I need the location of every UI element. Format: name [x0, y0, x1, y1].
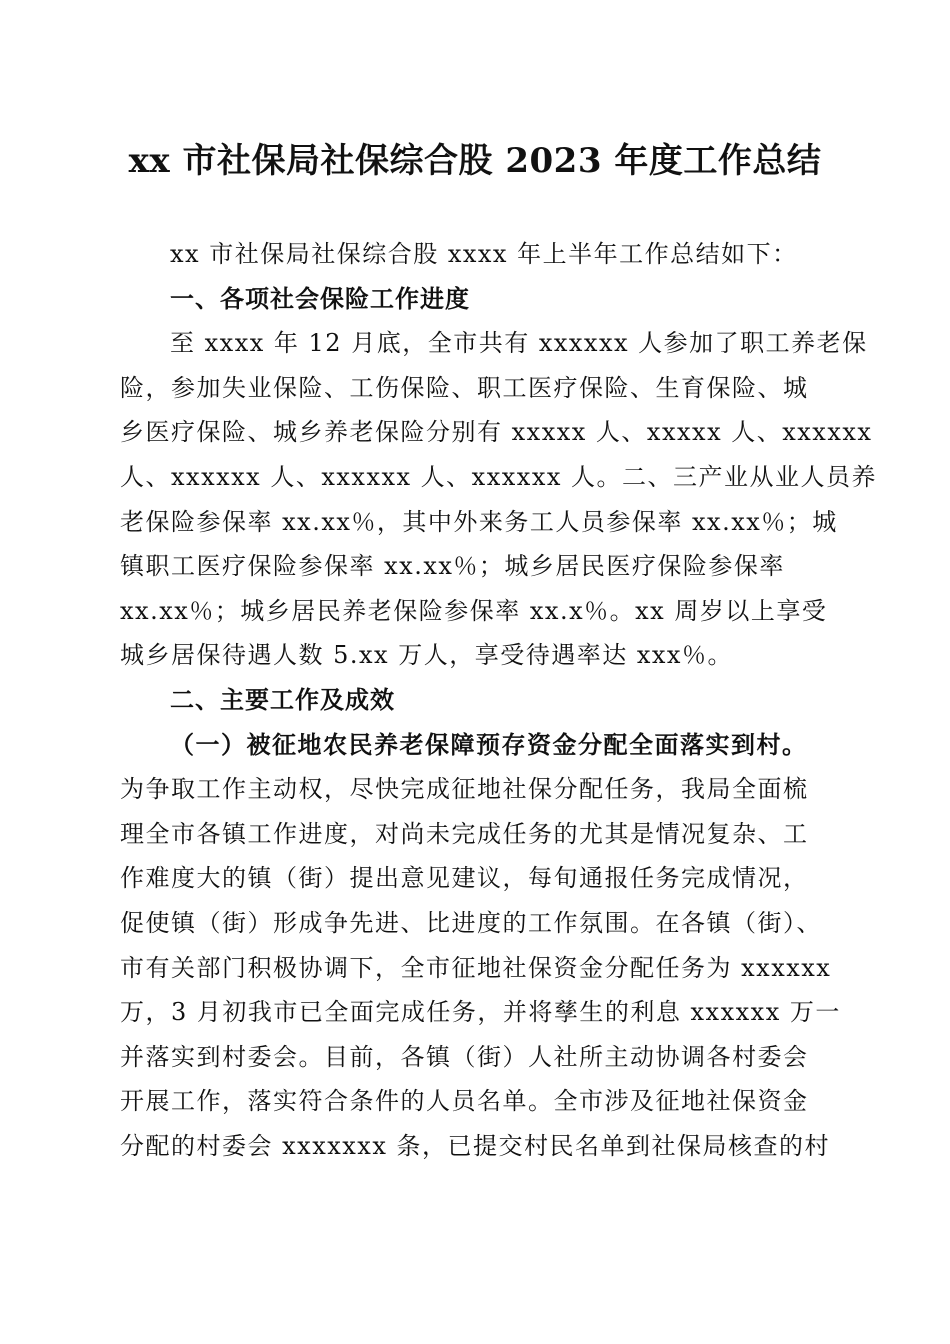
paragraph-line: 促使镇（街）形成争先进、比进度的工作氛围。在各镇（街）、 — [120, 908, 822, 937]
document-title: xx 市社保局社保综合股 2023 年度工作总结 — [128, 141, 822, 181]
paragraph-line: 乡医疗保险、城乡养老保险分别有 xxxxx 人、xxxxx 人、xxxxxx — [120, 418, 873, 447]
paragraph-line: 理全市各镇工作进度，对尚未完成任务的尤其是情况复杂、工 — [120, 819, 809, 848]
paragraph-line: 镇职工医疗保险参保率 xx.xx％；城乡居民医疗保险参保率 — [120, 552, 785, 581]
paragraph-line: 市有关部门积极协调下，全市征地社保资金分配任务为 xxxxxx — [120, 953, 832, 982]
intro-paragraph: xx 市社保局社保综合股 xxxx 年上半年工作总结如下： — [170, 240, 798, 268]
paragraph-line: 作难度大的镇（街）提出意见建议，每旬通报任务完成情况， — [120, 864, 809, 893]
section-2-heading: 二、主要工作及成效 — [170, 685, 395, 714]
paragraph-line: 并落实到村委会。目前，各镇（街）人社所主动协调各村委会 — [120, 1042, 809, 1071]
paragraph-line: 老保险参保率 xx.xx％，其中外来务工人员参保率 xx.xx％；城 — [120, 507, 838, 536]
paragraph-line: 险，参加失业保险、工伤保险、职工医疗保险、生育保险、城 — [120, 373, 809, 402]
document-body — [120, 232, 878, 1168]
paragraph-line: 开展工作，落实符合条件的人员名单。全市涉及征地社保资金 — [120, 1087, 809, 1116]
section-1-heading: 一、各项社会保险工作进度 — [170, 284, 470, 313]
section-2-subheading: （一）被征地农民养老保障预存资金分配全面落实到村。 — [170, 729, 808, 759]
paragraph-line: 城乡居保待遇人数 5.xx 万人，享受待遇率达 xxx％。 — [120, 641, 733, 670]
paragraph-line: 分配的村委会 xxxxxxx 条，已提交村民名单到社保局核查的村 — [120, 1131, 831, 1160]
paragraph-line: 为争取工作主动权，尽快完成征地社保分配任务，我局全面梳 — [120, 775, 809, 804]
paragraph-line: 至 xxxx 年 12 月底，全市共有 xxxxxx 人参加了职工养老保 — [170, 329, 868, 358]
paragraph-line: xx.xx％；城乡居民养老保险参保率 xx.x％。xx 周岁以上享受 — [120, 596, 828, 625]
paragraph-line: 人、xxxxxx 人、xxxxxx 人、xxxxxx 人。二、三产业从业人员养 — [120, 462, 878, 491]
paragraph-line: 万，3 月初我市已全面完成任务，并将孳生的利息 xxxxxx 万一 — [120, 998, 841, 1027]
